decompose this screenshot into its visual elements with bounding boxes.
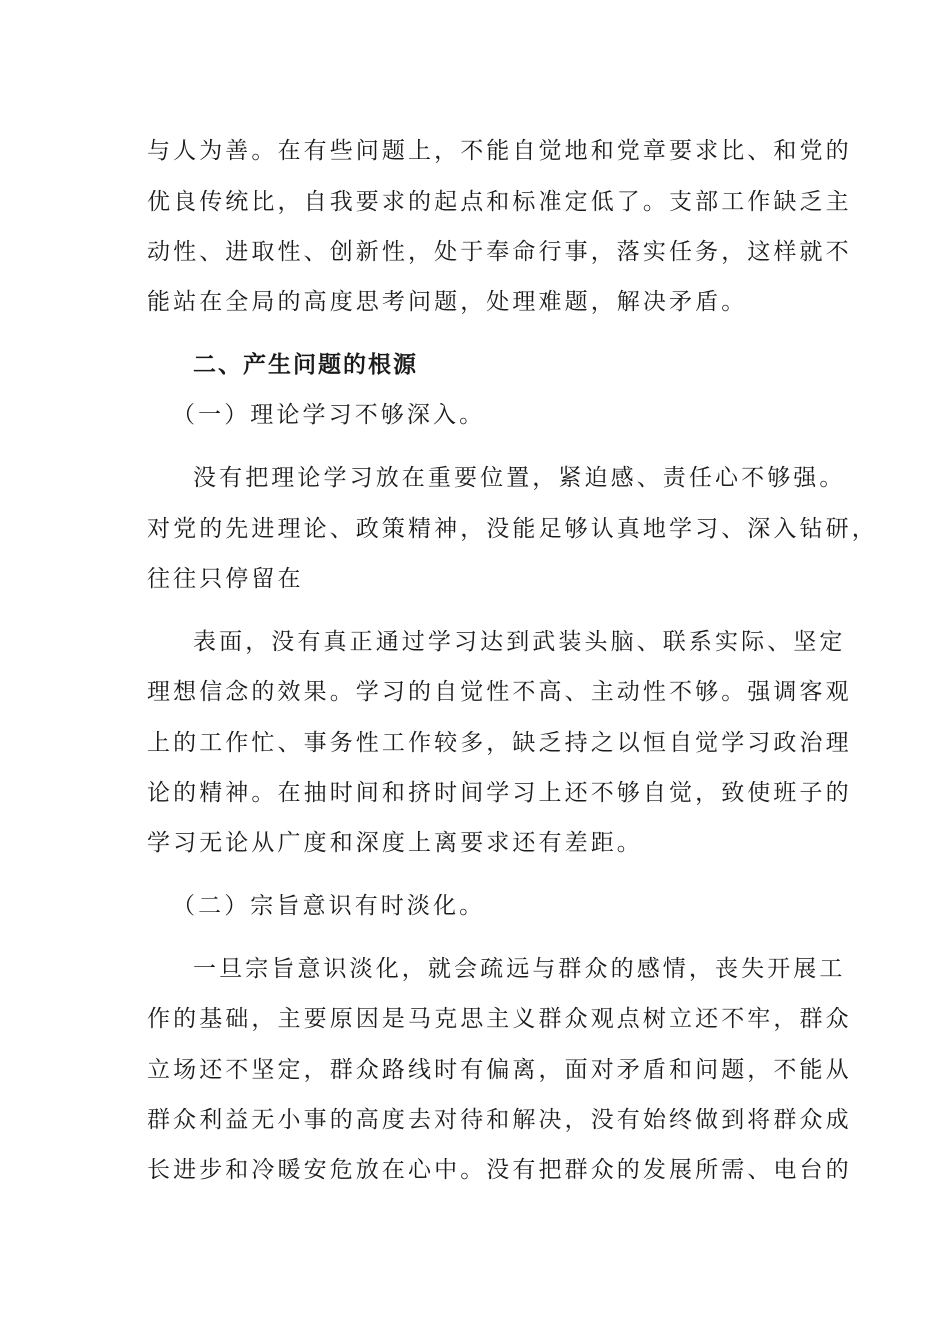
subsection-heading-1: （一）理论学习不够深入。 (172, 402, 486, 428)
text-line: 理想信念的效果。学习的自觉性不高、主动性不够。强调客观 (147, 679, 852, 705)
text-line: 群众利益无小事的高度去对待和解决，没有始终做到将群众成 (147, 1107, 852, 1133)
section-heading: 二、产生问题的根源 (193, 351, 418, 378)
text-line: 一旦宗旨意识淡化，就会疏远与群众的感情，丧失开展工 (193, 956, 846, 982)
text-line: 上的工作忙、事务性工作较多，缺乏持之以恒自觉学习政治理 (147, 730, 852, 756)
text-line: 表面，没有真正通过学习达到武装头脑、联系实际、坚定 (193, 629, 846, 655)
text-line: 学习无论从广度和深度上离要求还有差距。 (147, 830, 643, 856)
subsection-heading-2: （二）宗旨意识有时淡化。 (172, 893, 486, 919)
text-line: 论的精神。在抽时间和挤时间学习上还不够自觉，致使班子的 (147, 780, 852, 806)
text-line: 作的基础，主要原因是马克思主义群众观点树立还不牢，群众 (147, 1006, 852, 1032)
text-line: 没有把理论学习放在重要位置，紧迫感、责任心不够强。 (193, 465, 846, 491)
text-line: 立场还不坚定，群众路线时有偏离，面对矛盾和问题，不能从 (147, 1057, 852, 1083)
text-line: 长进步和冷暖安危放在心中。没有把群众的发展所需、电台的 (147, 1157, 852, 1183)
text-line: 动性、进取性、创新性，处于奉命行事，落实任务，这样就不 (147, 239, 852, 265)
text-line: 能站在全局的高度思考问题，处理难题，解决矛盾。 (147, 289, 748, 315)
text-line: 对党的先进理论、政策精神，没能足够认真地学习、深入钻研， (147, 516, 878, 542)
text-line: 优良传统比，自我要求的起点和标准定低了。支部工作缺乏主 (147, 189, 852, 215)
text-line: 往往只停留在 (147, 566, 304, 592)
text-line: 与人为善。在有些问题上，不能自觉地和党章要求比、和党的 (147, 138, 852, 164)
